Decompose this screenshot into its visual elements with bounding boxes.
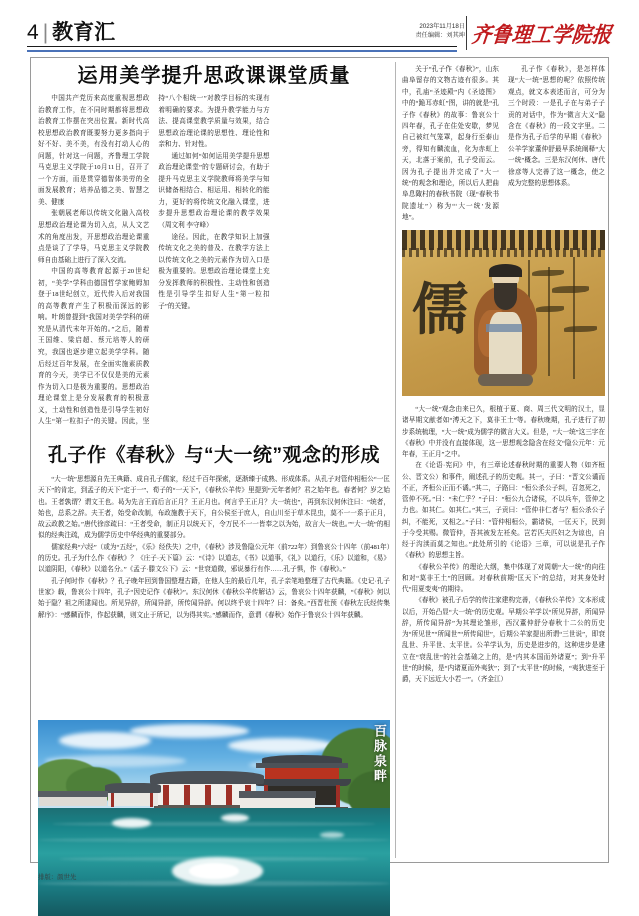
layout-credit: 排版：颜世先 xyxy=(38,874,77,881)
bamboo-stalk xyxy=(573,257,576,380)
article2-body xyxy=(38,474,390,709)
cloud-shape xyxy=(130,724,250,738)
spring-bubble-core xyxy=(189,863,238,879)
spring-foam xyxy=(320,832,345,838)
bamboo-stalk xyxy=(548,267,550,377)
masthead-rule-dark xyxy=(27,46,457,47)
photo-caption: 百脉泉畔 xyxy=(372,724,387,784)
right-content-zone xyxy=(402,62,605,857)
paragraph: 在《论语·宪问》中，有三章论述春秋时期的重要人物（如齐桓公、晋文公）和事件，阐述孔子的历史观。其一，子曰：“晋文公谲而不正，齐桓公正而不谲。”其二，子路曰：“桓公杀公子纠，召忽死之，管仲不死。”曰：“未仁乎？”子曰：“桓公九合诸侯，不以兵车，管仲之力也。如其仁。如其仁。”其三，子贡曰：“管仲非仁者与？桓公杀公子纠，不能死，又相之。”子曰：“管仲相桓公，霸诸侯，一匡天下，民到于今受其赐。微管仲，吾其被发左衽矣。岂若匹夫匹妇之为谅也，自经于沟渎而莫之知也。”此处所引的《论语》三章，可以说是孔子作《春秋》的思想主旨。 xyxy=(402,462,605,560)
paragraph: 关于“孔子作《春秋》”，山东曲阜留存的文物古迹有很多。其中，孔庙“圣迹殿”内《圣迹图》中的“跪耳赤虹”图，讲的就是“孔子作《春秋》的故事：鲁哀公十四年春，孔子在住处安歇，梦见自己被红气笼罩，起身行至泰山旁，得知有麟流血，化为赤虹上天，北落于案前，孔子受而云。因为孔子提出并完成了“大一统”的观念和理论，所以后人把曲阜息陬村的春秋书院（现“春秋书院遗址”）称为“‘大一统’发源地”。 xyxy=(402,66,499,222)
spring-foam xyxy=(221,814,249,822)
bamboo-leaf xyxy=(564,326,596,332)
ornamental-border-top xyxy=(402,230,605,250)
section-name: 教育汇 xyxy=(52,21,116,44)
ornamental-border-secondary xyxy=(402,248,605,256)
paragraph: 儒家经典“六经”（或为“五经”，《乐》经佚失）之中，《春秋》涉及鲁隐公元年（前722年）到鲁哀公十四年（前481年）的历史。孔子为什么作《春秋》？《庄子·天下篇》云：“《诗》以道志，《书》以道事，《礼》以道行，《乐》以道和，《易》以道阴阳，《春秋》以道名分。”《孟子·滕文公下》云：“世衰道微，邪说暴行有作……孔子惧，作《春秋》。” xyxy=(38,543,390,574)
paragraph: 张朝展老师以传统文化融入高校思想政治理论课为切入点，从人文艺术的角度出发，开思想政治理论课重点是谈了了学导，马克思主义学院教师自由基础上进行了深入交流。 xyxy=(38,210,150,264)
responsible-editor: 责任编辑：刘其坤 xyxy=(415,32,465,39)
figure-beard xyxy=(494,283,517,309)
spring-foam xyxy=(112,818,151,828)
paragraph: 孔子何时作《春秋》？孔子晚年回到鲁国整理古籍，在他人生的最后几年，孔子亲笔地整理了古代典籍。《史记·孔子世家》载，鲁哀公十四年，孔子“因史记作《春秋》”。东汉何休《春秋公羊传解诂》云，鲁哀公十四年获麟，“《春秋》何以始于隐？祖之所逮闻也。所见异辞，所闻异辞，所传闻异辞。何以终乎哀十四年？曰：备矣。”西晋杜预《春秋左氏经传集解序》：“感麟而作，作起获麟，则文止于所记，以为得其实。”感麟而作，意谓《春秋》始作于鲁哀公十四年获麟。 xyxy=(38,577,390,619)
ru-character: 儒 xyxy=(412,280,469,343)
paragraph: 中国共产党历来高度重视思想政治教育工作，在不同时期都将思想政治教育工作摆在突出位置。新时代高校思想政治教育既要努力更多指向于好不好、美不美，有没有打动人心的问题，针对这一问题，齐鲁理工学院马克思主义学院于10月11日，召开了一个方面，而是贯穿德智体美劳的全面发展教育；培养品德之美、智慧之美、健康 xyxy=(38,95,150,206)
bamboo-leaf xyxy=(552,286,589,293)
paragraph: “大一统”观念由来已久，根植于夏、商、周三代文明的汉土，显诸早期文献者如“溥天之下，莫非王土”等。春秋晚期，孔子进行了初步系统梳理，“大一统”成为儒学的微言大义。但是，“大一统”这三字在《春秋》中并没有直接体现，这一思想观念隐含在经文“隐公元年：元年春，王正月”之中。 xyxy=(402,406,605,458)
bamboo-leaf xyxy=(536,306,564,312)
paragraph: 途径。因此，在教学知识上加强传统文化之美的普及、在教学方法上以传统文化之美的元素作为切入口是极为重要的。思想政治理论课堂上充分发挥教师的积极性、主动性和创造性是引导学生扣好人生“第一粒扣子”的关键。 xyxy=(158,233,270,310)
issue-info xyxy=(416,22,466,40)
paragraph: 通过如何“如何运用美学提升思想政治理论课堂”的专题研讨会，有助于提升马克思主义学院教师将美学与知识储备相结合、相运用、相转化的能力，更好的将传统文化融入课堂，进步提升思想政治理论课的教学效果（周文利 李守峰） xyxy=(158,152,270,230)
paragraph: 中国的高等教育起源于20世纪初，“美学”学科由德国哲学家鲍姆加登于18世纪创立，近代传入后对我国的高等教育产生了积极而深远的影响。叶朗曾提到“我国对美学学科的研究是从清代末年开始的。”之后，随着王国维、梁启超、蔡元培等人的研究，我国也逐步建立起美学学科。随后经过百年发展，在全面实施素质教育的今天，美学已不仅仅是美的元素作为切入口是极为重要的。思想政治理论课堂上是分发展教育的积极意义，土动性和创造性是引导学生初好人生“第一粒扣子”的关键。因此，坚持“八个相统一”对教学目标的实现有着明确的要求。为提升教学能力与方法、提高课堂教学质量与效果，结合思想政治理论课的思想性、理论性和亲和力、针对性。 xyxy=(38,95,270,426)
paragraph: 《春秋公羊传》的理论大纲，集中体现了对周朝“大一统”的向往和对“莫非王土”的回顾。对春秋前期“匡天下”的总结，对其身处时代“用夏变夷”的期待。 xyxy=(402,563,605,593)
paragraph: “大一统”思想源自先王典籍、成自孔子儒家，经过千百年探索，逐渐臻于成熟、形成体系。从孔子对管仲相桓公“一匡天下”的肯定，到孟子的天下“定于一”、荀子的“一天下”，《春秋公羊传》里提到“元年者何？君之始年也。春者何？岁之始也。王者孰谓？谓文王也。曷为先言王而后言正月？王正月也。何言乎王正月？大一统也”，再到东汉何休注曰：“统者，始也，总系之辞。夫王者，始受命改制，布政施教于天下，自公侯至于庶人，自山川至于草木昆虫，莫不一一系于正月，故云政教之始。”唐代徐彦疏曰：“王者受命，制正月以统天下，令万民不一一皆奉之以为始，故言大一统也。”“大一统”的相似的经典注疏，成为儒学历史中华经典的重要部分。 xyxy=(38,476,390,540)
confucius-figure xyxy=(471,267,540,387)
article1-body xyxy=(38,93,390,438)
water-ripple xyxy=(38,838,390,842)
figure-hair xyxy=(489,264,522,277)
column-divider xyxy=(395,62,396,858)
page-folio xyxy=(27,20,115,46)
confucius-illustration xyxy=(402,230,605,396)
folio-separator: | xyxy=(42,21,49,44)
figure-base xyxy=(478,374,533,386)
masthead xyxy=(27,22,612,52)
publication-date: 2023年11月18日 xyxy=(419,23,465,30)
figure-inner-robe xyxy=(489,312,522,379)
paper-name: 齐鲁理工学院报 xyxy=(470,24,613,48)
paper-logo xyxy=(466,16,612,50)
page-number: 4 xyxy=(27,21,39,44)
paragraph: 《春秋》被孔子后学的传注家建构完善，《春秋公羊传》文本形成以后，开始凸显“大一统”的历史观。早期公羊学以“所见异辞，所闻异辞，所传闻异辞”为其理论雏形，西汉董仲舒分春秋十二公的历史为“所见世”“所闻世”“所传闻世”，后期公羊家提出所谓“三世说”，即衰乱世、升平世、太平世。公羊学认为，历史是进步的，这种进步是建立在“衰乱世”的社会基础之上的，是“内其本国而外诸夏”；到“升平世”的时候，是“内诸夏而外夷狄”；到了“太平世”的时候，“夷狄进至于爵，天下远近大小若一”。（齐金江） xyxy=(402,597,605,683)
cloud-shape xyxy=(228,738,334,754)
left-content-zone xyxy=(36,62,392,857)
water-ripple xyxy=(52,822,376,826)
spring-scenery-photo xyxy=(38,720,390,916)
paragraph: 孔子作《春秋》，是怎样体现“大一统”思想的呢？依照传统观点，就文本表述而言，可分为三个时段：一是孔子在与弟子子贡的对话中，作为“微言大义”隐含在《春秋》的一段文字里。二是作为孔子后学的早期《春秋》公羊学家董仲舒最早系统阐释“大一统”概念。三是东汉何休、唐代徐彦等人完善了这一概念，使之成为完整的思想体系。 xyxy=(508,66,605,188)
article2-headline: 孔子作《春秋》与“大一统”观念的形成 xyxy=(47,445,380,466)
figure-sash xyxy=(486,324,522,332)
right-article-continuation xyxy=(402,404,605,854)
masthead-rule-blue xyxy=(27,50,457,52)
right-article-lead xyxy=(402,64,605,224)
article1-headline: 运用美学提升思政课课堂质量 xyxy=(77,65,351,87)
